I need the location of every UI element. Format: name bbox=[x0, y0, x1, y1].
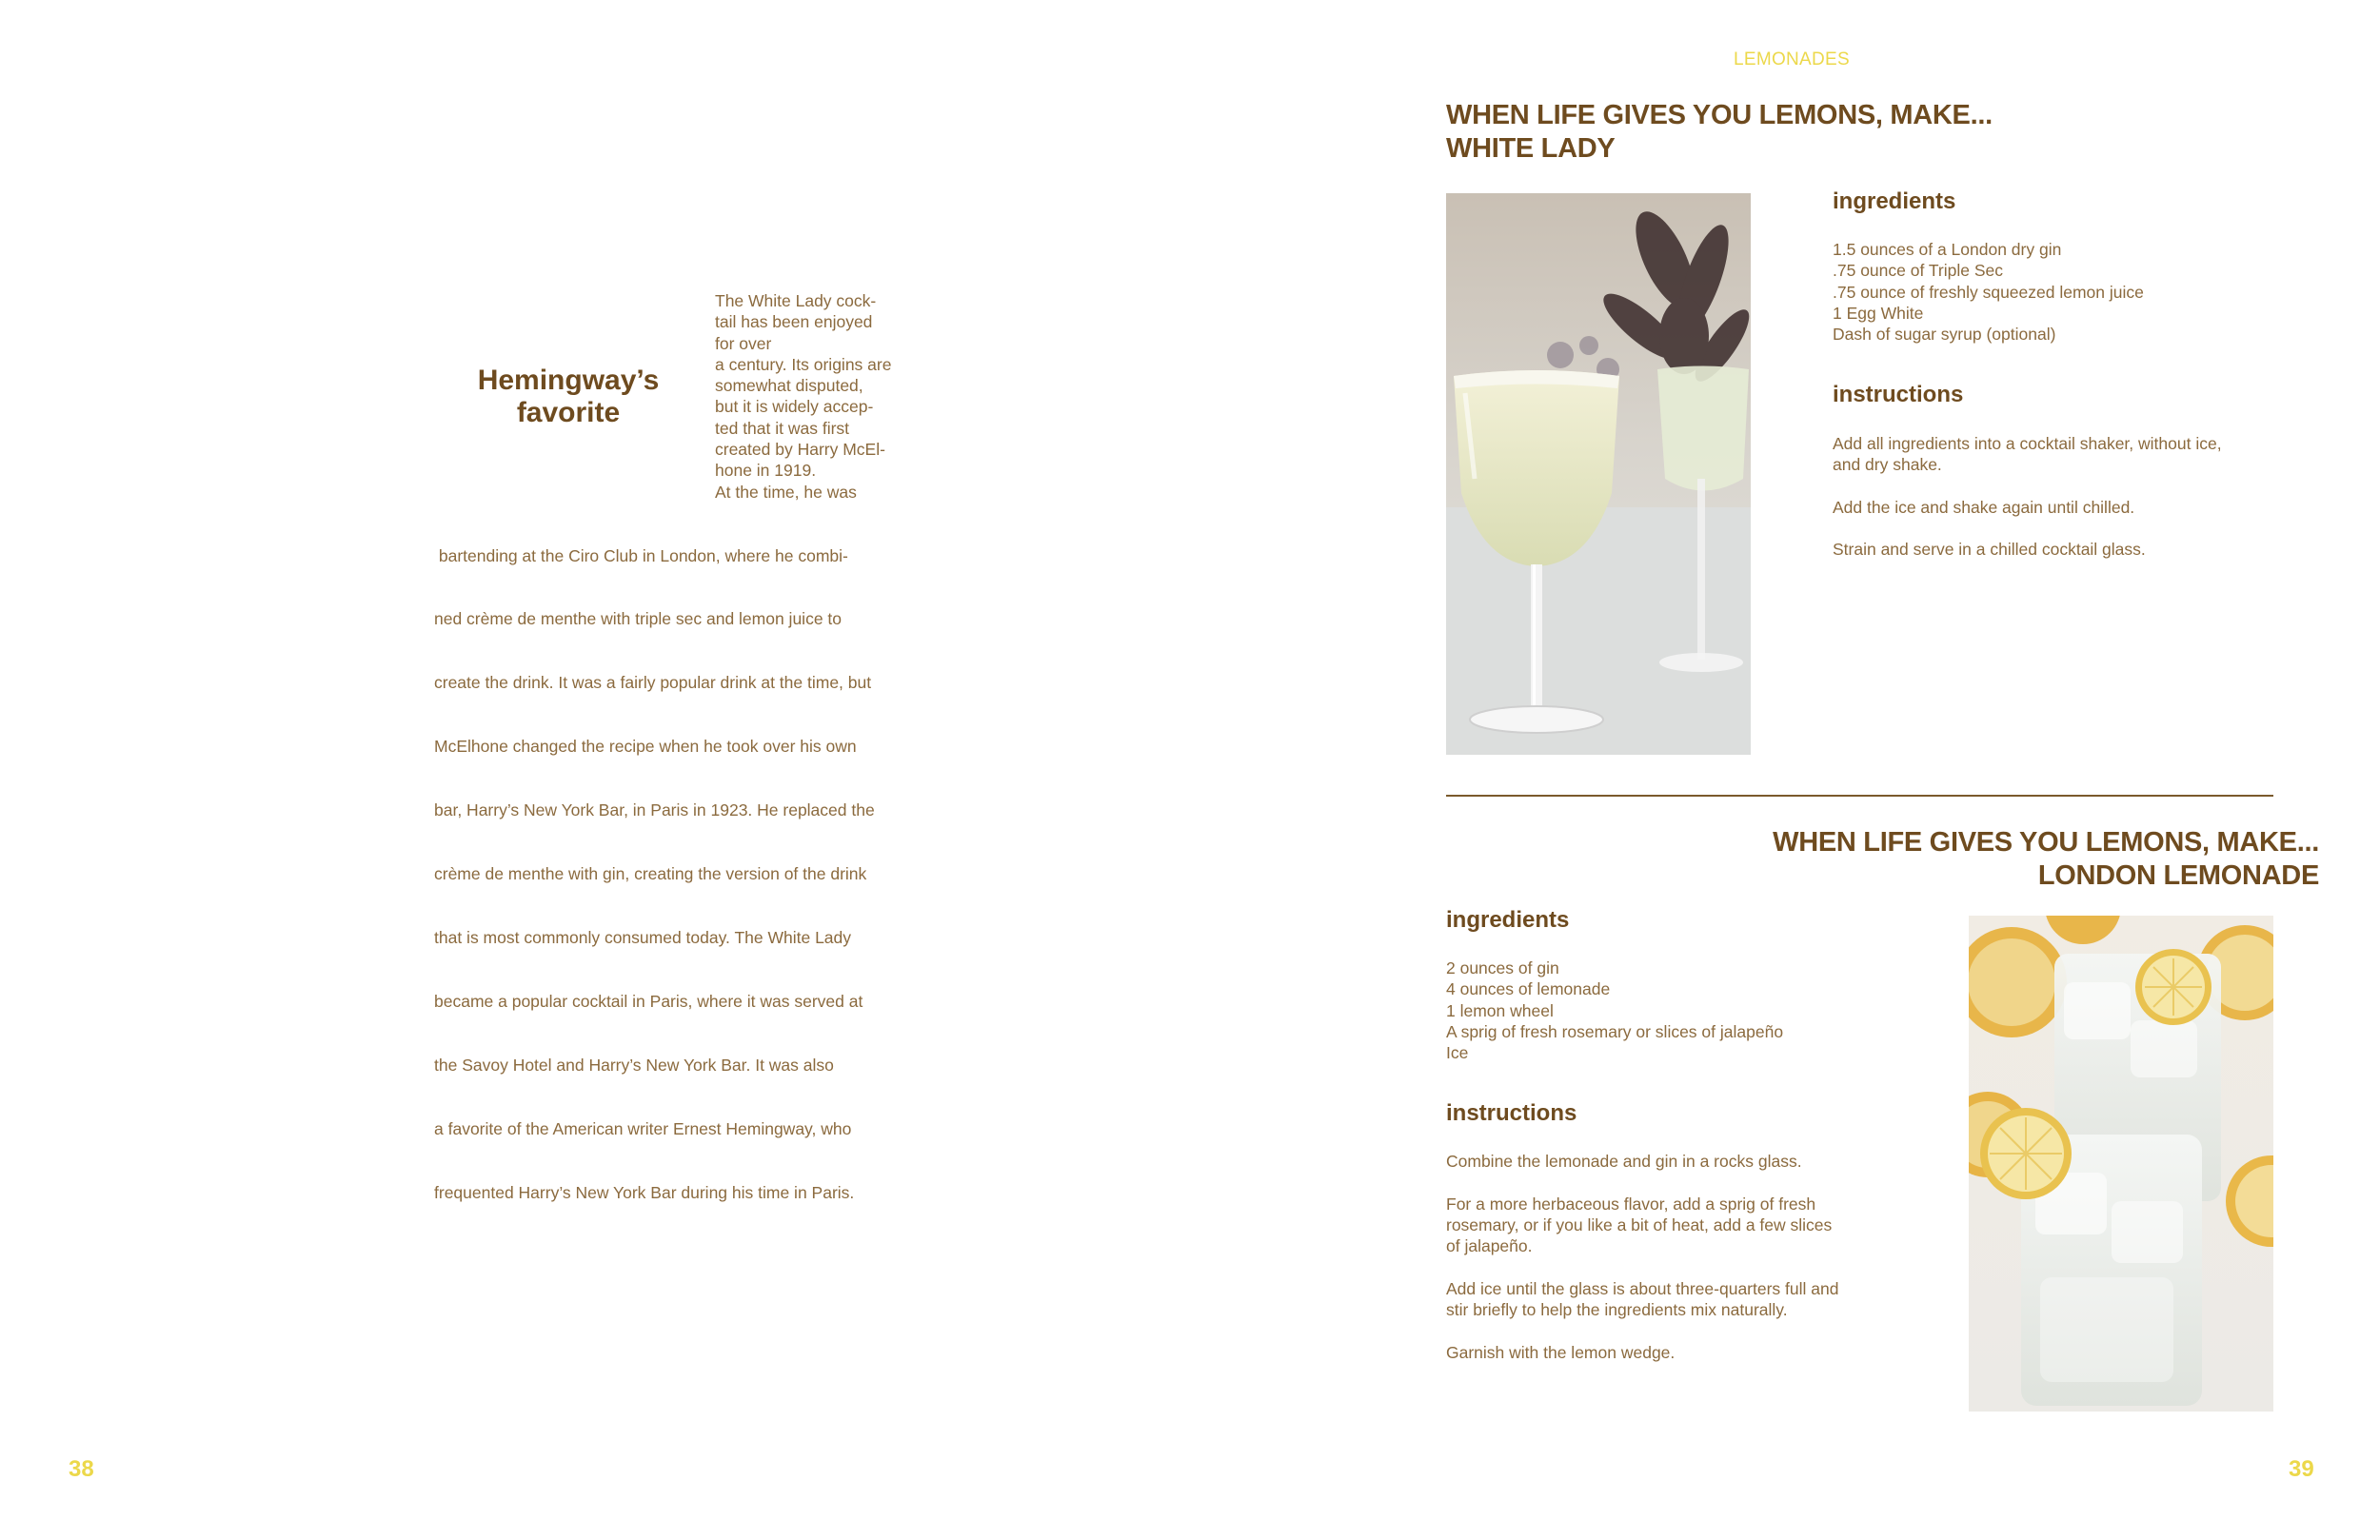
essay-line: but it is widely accep- bbox=[715, 397, 874, 417]
essay-line: somewhat disputed, bbox=[715, 376, 863, 396]
essay-line: create the drink. It was a fairly popular drink at the time, but bbox=[434, 673, 872, 693]
ingredient-item: 4 ounces of lemonade bbox=[1446, 979, 1611, 999]
instructions-heading: instructions bbox=[1833, 382, 1964, 407]
instruction-step bbox=[1833, 539, 2222, 560]
essay-line: hone in 1919. bbox=[715, 461, 817, 481]
essay-line: created by Harry McEl- bbox=[715, 440, 885, 460]
ingredient-item: .75 ounce of Triple Sec bbox=[1833, 261, 2003, 281]
essay-line: bartending at the Ciro Club in London, where he combi- bbox=[434, 545, 848, 565]
ingredient-item: 1 lemon wheel bbox=[1446, 1000, 1554, 1020]
ingredient-item: .75 ounce of freshly squeezed lemon juice bbox=[1833, 282, 2144, 302]
ingredient-item: 1.5 ounces of a London dry gin bbox=[1833, 240, 2062, 259]
recipe-title-white-lady bbox=[1446, 99, 1993, 166]
essay-line: for over bbox=[715, 333, 772, 353]
recipe-title-line: WHEN LIFE GIVES YOU LEMONS, MAKE... bbox=[1446, 100, 1993, 130]
page-number-left: 38 bbox=[69, 1456, 94, 1482]
instruction-line: Combine the lemonade and gin in a rocks glass. bbox=[1446, 1152, 1802, 1171]
instruction-line: and dry shake. bbox=[1833, 455, 1942, 475]
white-lady-photo bbox=[1446, 193, 1751, 755]
instructions-list bbox=[1446, 1151, 1838, 1384]
essay-line: tail has been enjoyed bbox=[715, 312, 873, 332]
recipe-title-line: WHITE LADY bbox=[1446, 133, 1616, 164]
instruction-line: Add all ingredients into a cocktail shaker, without ice, bbox=[1833, 434, 2222, 453]
instruction-line: stir briefly to help the ingredients mix naturally. bbox=[1446, 1300, 1788, 1320]
essay-line: the Savoy Hotel and Harry’s New York Bar. It was also bbox=[434, 1055, 834, 1075]
instructions-list bbox=[1833, 433, 2222, 582]
instruction-line: Garnish with the lemon wedge. bbox=[1446, 1342, 1676, 1362]
side-heading-line: favorite bbox=[516, 397, 621, 428]
instruction-line: rosemary, or if you like a bit of heat, add a few slices bbox=[1446, 1214, 1833, 1234]
page-number-right: 39 bbox=[2289, 1456, 2314, 1482]
instruction-line: Add the ice and shake again until chilled. bbox=[1833, 497, 2135, 517]
essay-line: that is most commonly consumed today. The White Lady bbox=[434, 927, 852, 947]
ingredient-item: A sprig of fresh rosemary or slices of jalapeño bbox=[1446, 1021, 1784, 1041]
ingredients-list bbox=[1446, 958, 1783, 1063]
recipe-title-line: WHEN LIFE GIVES YOU LEMONS, MAKE... bbox=[1773, 827, 2319, 858]
instructions-heading: instructions bbox=[1446, 1100, 1577, 1126]
instruction-step bbox=[1833, 497, 2222, 518]
recipe-title-london-lemonade bbox=[1773, 826, 2319, 893]
essay-line: McElhone changed the recipe when he took over his own bbox=[434, 737, 857, 757]
instruction-step bbox=[1446, 1278, 1838, 1321]
ingredient-item: Ice bbox=[1446, 1043, 1469, 1063]
essay-line: At the time, he was bbox=[715, 482, 857, 502]
recipe-title-line: LONDON LEMONADE bbox=[2037, 860, 2319, 891]
recipe-divider bbox=[1446, 795, 2273, 797]
essay-line: frequented Harry’s New York Bar during his time in Paris. bbox=[434, 1182, 855, 1202]
ingredient-item: 1 Egg White bbox=[1833, 303, 1924, 323]
essay-text-bottom bbox=[434, 503, 875, 1224]
instruction-step bbox=[1446, 1194, 1838, 1257]
section-label: LEMONADES bbox=[1733, 49, 1850, 69]
instruction-line: For a more herbaceous flavor, add a sprig of fresh bbox=[1446, 1194, 1816, 1214]
essay-line: bar, Harry’s New York Bar, in Paris in 1923. He replaced the bbox=[434, 800, 875, 820]
instruction-step bbox=[1833, 433, 2222, 476]
ingredients-list bbox=[1833, 239, 2144, 345]
essay-line: became a popular cocktail in Paris, where it was served at bbox=[434, 991, 863, 1011]
instruction-step bbox=[1446, 1151, 1838, 1172]
essay-line: crème de menthe with gin, creating the version of the drink bbox=[434, 864, 867, 884]
instruction-step bbox=[1446, 1342, 1838, 1363]
essay-line: The White Lady cock- bbox=[715, 291, 877, 310]
london-lemonade-photo bbox=[1969, 916, 2273, 1412]
ingredients-heading: ingredients bbox=[1833, 188, 1956, 214]
instruction-line: Add ice until the glass is about three-quarters full and bbox=[1446, 1278, 1839, 1298]
side-heading-line: Hemingway’s bbox=[477, 365, 660, 396]
instruction-line: of jalapeño. bbox=[1446, 1236, 1533, 1256]
essay-line: ted that it was first bbox=[715, 418, 850, 438]
instruction-line: Strain and serve in a chilled cocktail glass. bbox=[1833, 540, 2146, 560]
ingredients-heading: ingredients bbox=[1446, 907, 1570, 933]
essay-line: ned crème de menthe with triple sec and lemon juice to bbox=[434, 609, 843, 629]
ingredient-item: 2 ounces of gin bbox=[1446, 958, 1559, 977]
side-heading bbox=[466, 365, 670, 429]
essay-line: a century. Its origins are bbox=[715, 354, 892, 374]
essay-text-top bbox=[715, 290, 891, 503]
essay-line: a favorite of the American writer Ernest Hemingway, who bbox=[434, 1118, 852, 1138]
ingredient-item: Dash of sugar syrup (optional) bbox=[1833, 325, 2056, 345]
